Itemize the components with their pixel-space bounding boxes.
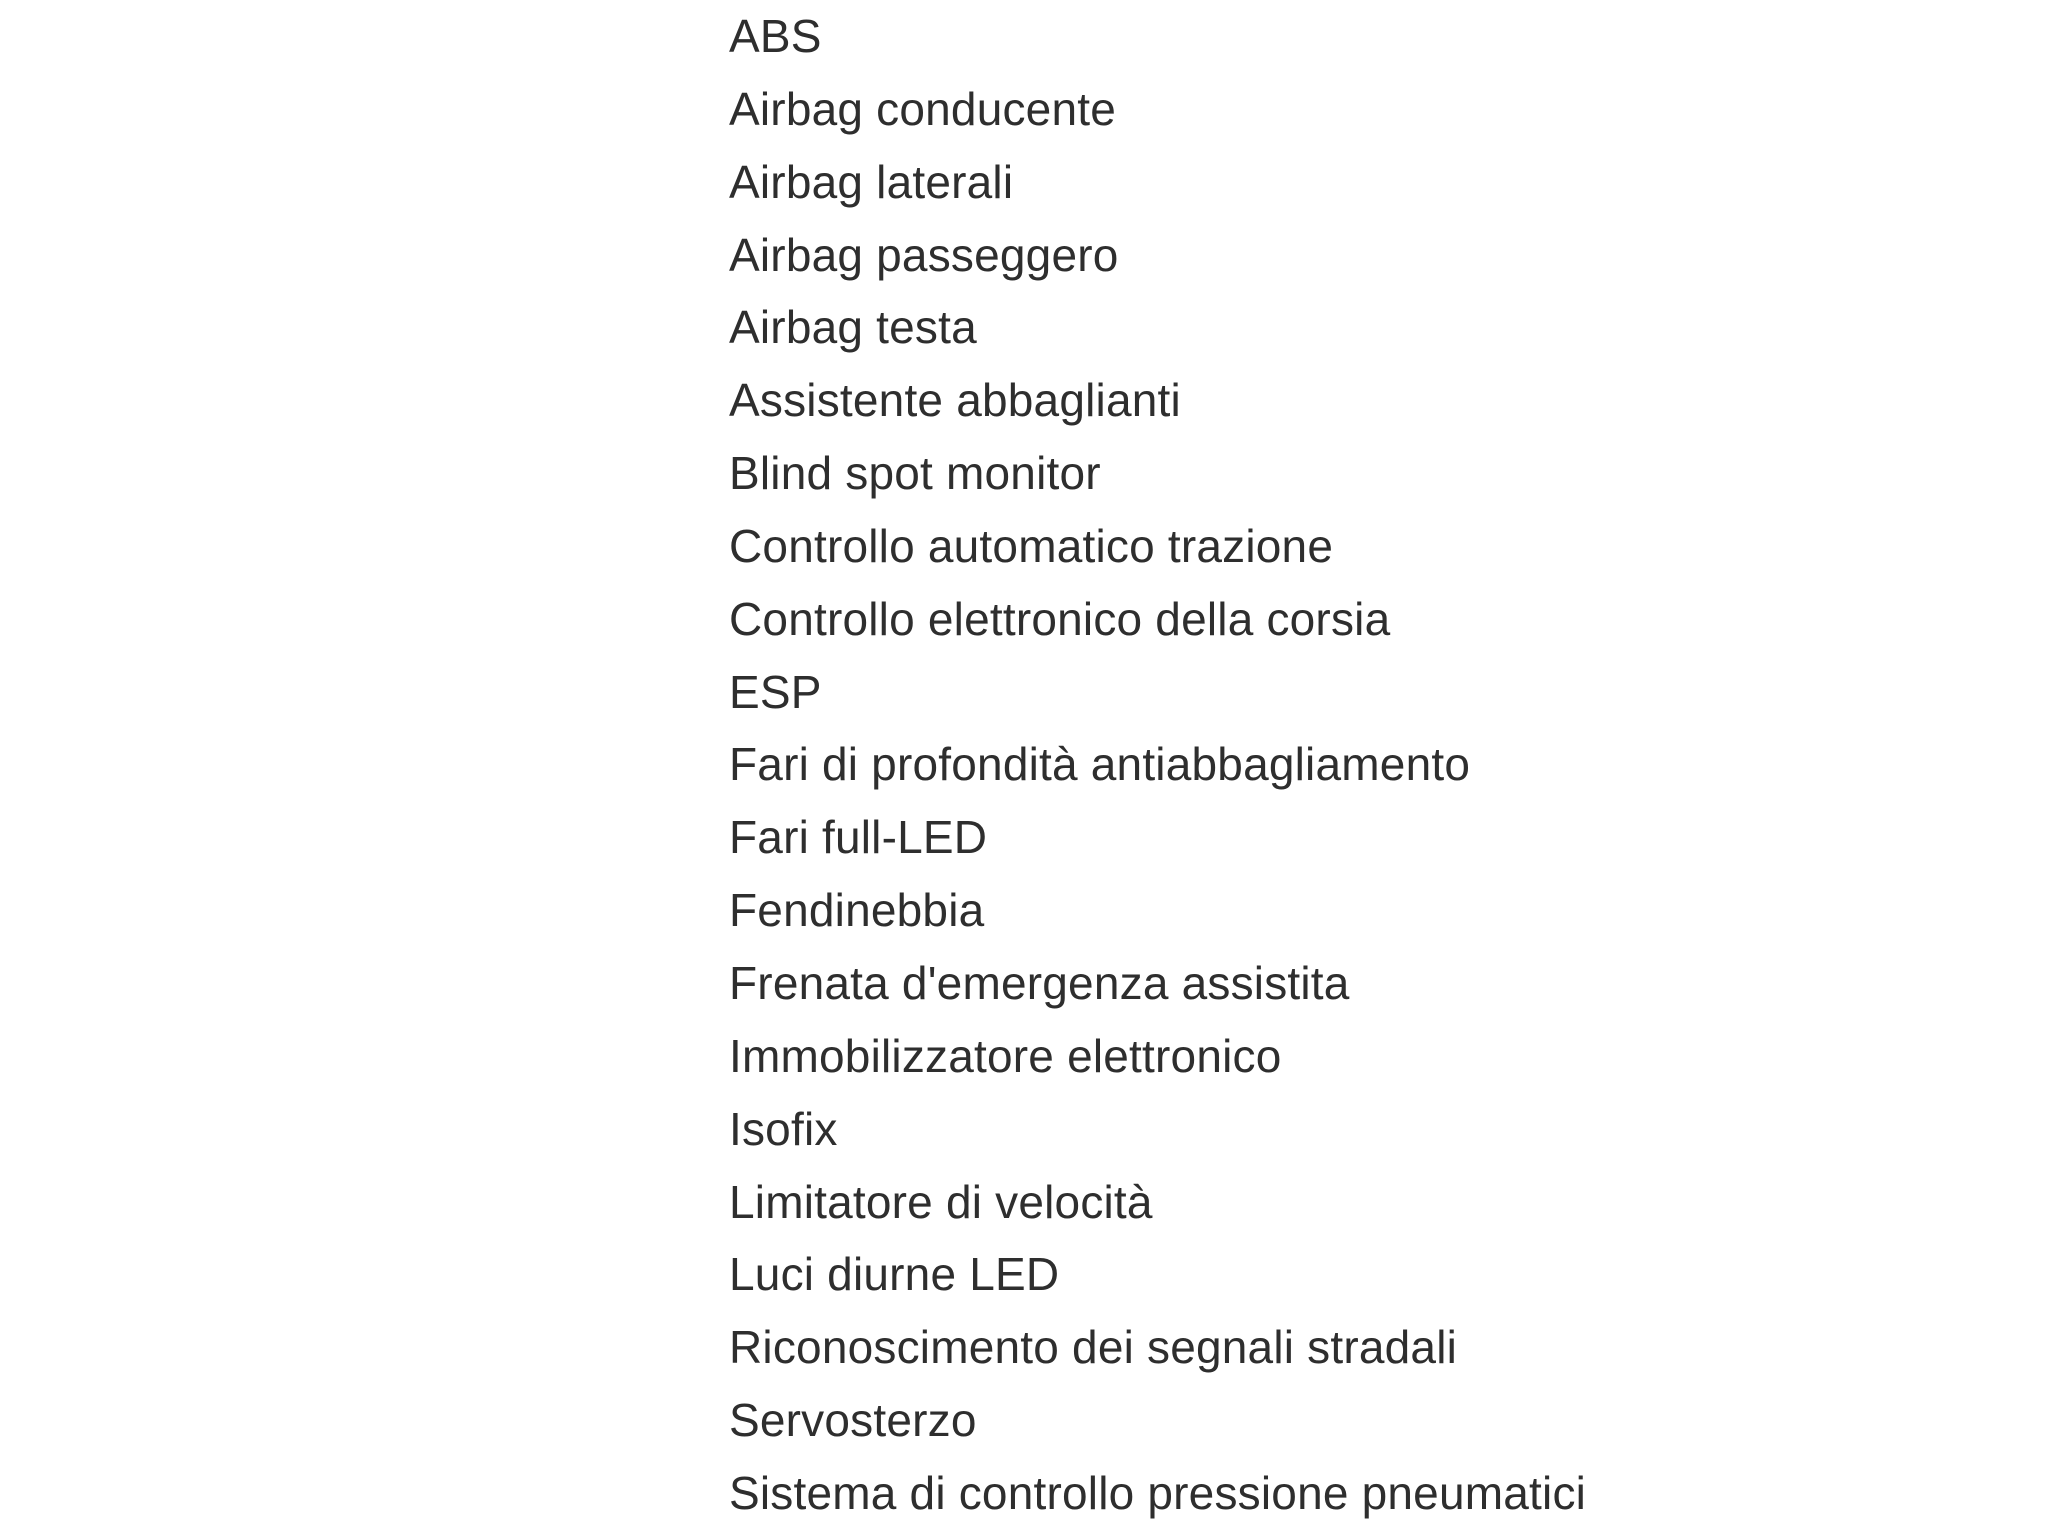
list-item: Controllo elettronico della corsia — [729, 592, 1391, 645]
list-item: Controllo automatico trazione — [729, 519, 1334, 572]
list-item: Airbag testa — [729, 301, 977, 354]
list-item: Frenata d'emergenza assistita — [729, 956, 1350, 1009]
list-item: Luci diurne LED — [729, 1248, 1060, 1301]
list-item: ABS — [729, 10, 822, 62]
equipment-list — [729, 7, 1586, 1537]
list-item: Airbag laterali — [729, 155, 1014, 208]
list-item: Blind spot monitor — [729, 447, 1101, 500]
list-item: Fendinebbia — [729, 884, 985, 937]
list-item: Fari full-LED — [729, 811, 988, 864]
list-item: Isofix — [729, 1102, 838, 1155]
list-item: Fari di profondità antiabbagliamento — [729, 738, 1471, 791]
list-item: Limitatore di velocità — [729, 1175, 1153, 1228]
list-item: Sistema di controllo pressione pneumatici — [729, 1466, 1587, 1519]
list-item: Airbag conducente — [729, 82, 1117, 135]
list-item: Immobilizzatore elettronico — [729, 1029, 1282, 1082]
list-item: Riconoscimento dei segnali stradali — [729, 1321, 1458, 1374]
list-item: Airbag passeggero — [729, 228, 1119, 281]
list-item: Assistente abbaglianti — [729, 374, 1181, 427]
list-item: ESP — [729, 665, 822, 718]
list-item: Servosterzo — [729, 1394, 977, 1447]
